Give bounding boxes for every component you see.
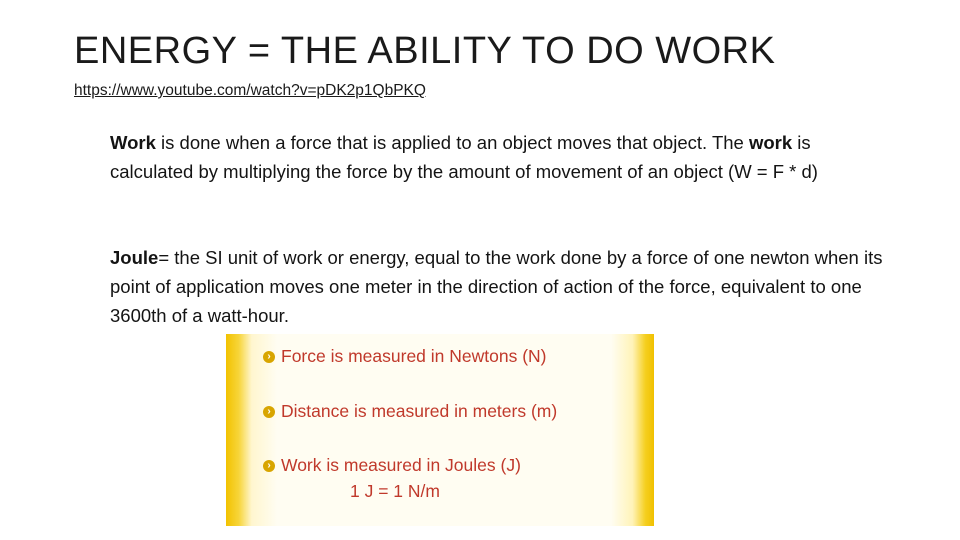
work-unit-text: Work is measured in Joules (J): [281, 455, 521, 475]
units-list-item: [263, 401, 557, 422]
joule-definition-paragraph: [110, 243, 890, 330]
joule-term: Joule: [110, 247, 159, 268]
work-text-1: is done when a force that is applied to an object moves that object. The: [155, 132, 749, 153]
video-link[interactable]: https://www.youtube.com/watch?v=pDK2p1QbPKQ: [74, 82, 426, 99]
force-unit-text: Force is measured in Newtons (N): [281, 346, 547, 366]
circle-arrow-icon: ›: [263, 351, 275, 363]
units-card-image: [226, 334, 654, 526]
units-list-item: [263, 346, 547, 367]
joule-text: = the SI unit of work or energy, equal to the work done by a force of one newton when its point of application moves one meter in the direction of action of the force, equivalent to one 3600th of a watt-hour.: [110, 247, 883, 326]
circle-arrow-icon: ›: [263, 460, 275, 472]
slide-title: ENERGY = THE ABILITY TO DO WORK: [74, 30, 776, 72]
units-list-item: [263, 455, 521, 476]
joule-formula: 1 J = 1 N/m: [350, 481, 440, 501]
distance-unit-text: Distance is measured in meters (m): [281, 401, 558, 421]
work-term: Work: [110, 132, 156, 153]
work-definition-paragraph: [110, 128, 890, 186]
work-term-2: work: [748, 132, 793, 153]
circle-arrow-icon: ›: [263, 406, 275, 418]
work-text-2: is calculated by multiplying the force by the amount of movement of an object (W = F * d): [110, 132, 818, 182]
